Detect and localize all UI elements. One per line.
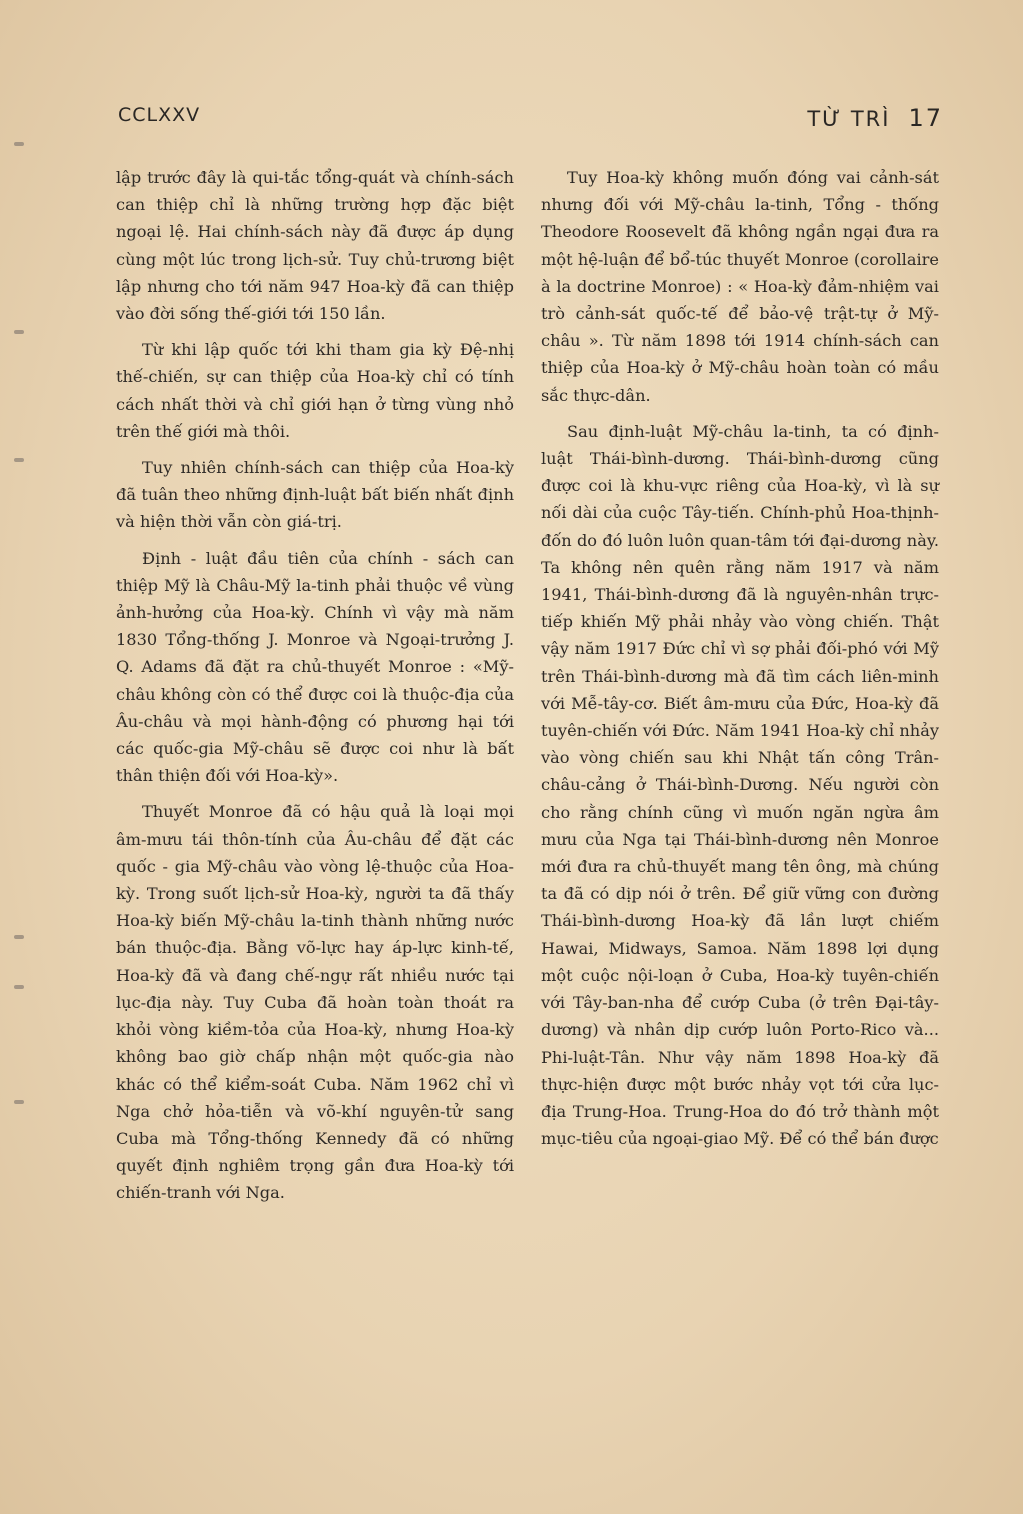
margin-mark — [14, 330, 24, 334]
paragraph: Tuy nhiên chính-sách can thiệp của Hoa-kỳ đã tuân theo những định-luật bất biến nhất định và hiện thời vẫn còn giá-trị. — [116, 458, 514, 532]
author-name: TỪ TRÌ — [807, 107, 891, 131]
paragraph: Tuy Hoa-kỳ không muốn đóng vai cảnh-sát nhưng đối với Mỹ-châu la-tinh, Tổng - thống Theodore Roosevelt đã không ngần ngại đưa ra một hệ-luận để bổ-túc thuyết Monroe (corollaire à la doctrine Monroe) : « Hoa-kỳ đảm-nhiệm vai trò cảnh-sát quốc-tế để bảo-vệ trật-tự ở Mỹ-châu ». Từ năm 1898 tới 1914 chính-sách can thiệp của Hoa-kỳ ở Mỹ-châu hoàn toàn có mầu sắc thực-dân. — [541, 168, 939, 405]
paragraph: lập trước đây là qui-tắc tổng-quát và chính-sách can thiệp chỉ là những trường hợp đặc biệt ngoại lệ. Hai chính-sách này đã được áp dụng cùng một lúc trong lịch-sử. Tuy chủ-trương biệt lập nhưng cho tới năm 947 Hoa-kỳ đã can thiệp vào đời sống thế-giới tới 150 lần. — [116, 168, 514, 324]
paragraph: Sau định-luật Mỹ-châu la-tinh, ta có định-luật Thái-bình-dương. Thái-bình-dương cũng được coi là khu-vực riêng của Hoa-kỳ, vì là sự nối dài của cuộc Tây-tiến. Chính-phủ Hoa-thịnh-đốn do đó luôn luôn quan-tâm tới đại-dương này. Ta không nên quên rằng năm 1917 và năm 1941, Thái-bình-dương đã là nguyên-nhân trực-tiếp khiến Mỹ phải nhảy vào vòng chiến. Thật vậy năm 1917 Đức chỉ vì sợ phải đối-phó với Mỹ trên Thái-bình-dương mà đã tìm cách liên-minh với Mễ-tây-cơ. Biết âm-mưu của Đức, Hoa-kỳ đã tuyên-chiến với Đức. Năm 1941 Hoa-kỳ chỉ nhảy vào vòng chiến sau khi Nhật tấn công Trân-châu-cảng ở Thái-bình-Dương. Nếu người còn cho rằng chính cũng vì muốn ngăn ngừa âm mưu của Nga tại Thái-bình-dương nên Monroe mới đưa ra chủ-thuyết mang tên ông, mà chúng ta đã có dịp nói ở trên. Để giữ vững con đường Thái-bình-dương Hoa-kỳ đã lần lượt chiếm Hawai, Midways, Samoa. Năm 1898 lợi dụng một cuộc nội-loạn ở Cuba, Hoa-kỳ tuyên-chiến với Tây-ban-nha để cướp Cuba (ở trên Đại-tây-dương) và nhân dịp cướp luôn Porto-Rico và... Phi-luật-Tân. Như vậy năm 1898 Hoa-kỳ đã thực-hiện được một bước nhảy vọt tới cửa lục-địa Trung-Hoa. Trung-Hoa do đó trở thành một mục-tiêu của ngoại-giao Mỹ. Để có thể bán được — [541, 421, 939, 1149]
paragraph: Từ khi lập quốc tới khi tham gia kỳ Đệ-nhị thế-chiến, sự can thiệp của Hoa-kỳ chỉ có tính cách nhất thời và chỉ giới hạn ở từng vùng nhỏ trên thế giới mà thôi. — [116, 340, 514, 441]
running-head-left: CCLXXV — [118, 104, 201, 126]
page-number: 17 — [908, 104, 943, 132]
margin-mark — [14, 142, 24, 146]
right-column — [541, 164, 939, 1161]
paragraph: Định - luật đầu tiên của chính - sách can thiệp Mỹ là Châu-Mỹ la-tinh phải thuộc về vùng ảnh-hưởng của Hoa-kỳ. Chính vì vậy mà năm 1830 Tổng-thống J. Monroe và Ngoại-trưởng J. Q. Adams đã đặt ra chủ-thuyết Monroe : «Mỹ-châu không còn có thể được coi là thuộc-địa của Âu-châu và mọi hành-động có phương hại tới các quốc-gia Mỹ-châu sẽ được coi như là bất thân thiện đối với Hoa-kỳ». — [116, 548, 514, 786]
page-header — [118, 104, 943, 144]
paragraph: Thuyết Monroe đã có hậu quả là loại mọi âm-mưu tái thôn-tính của Âu-châu để đặt các quốc - gia Mỹ-châu vào vòng lệ-thuộc của Hoa-kỳ. Trong suốt lịch-sử Hoa-kỳ, người ta đã thấy Hoa-kỳ biến Mỹ-châu la-tinh thành những nước bán thuộc-địa. Bằng võ-lực hay áp-lực kinh-tế, Hoa-kỳ đã và đang chế-ngự rất nhiều nước tại lục-địa này. Tuy Cuba đã hoàn toàn thoát ra khỏi vòng kiềm-tỏa của Hoa-kỳ, nhưng Hoa-kỳ không bao giờ chấp nhận một quốc-gia nào khác có thể kiểm-soát Cuba. Năm 1962 chỉ vì Nga chở hỏa-tiễn và võ-khí nguyên-tử sang Cuba mà Tổng-thống Kennedy đã có những quyết định nghiêm trọng gần đưa Hoa-kỳ tới chiến-tranh với Nga. — [116, 802, 514, 1203]
margin-mark — [14, 985, 24, 989]
margin-mark — [14, 458, 24, 462]
running-head-right — [807, 104, 943, 132]
left-column — [116, 164, 514, 1216]
margin-mark — [14, 935, 24, 939]
margin-mark — [14, 1100, 24, 1104]
